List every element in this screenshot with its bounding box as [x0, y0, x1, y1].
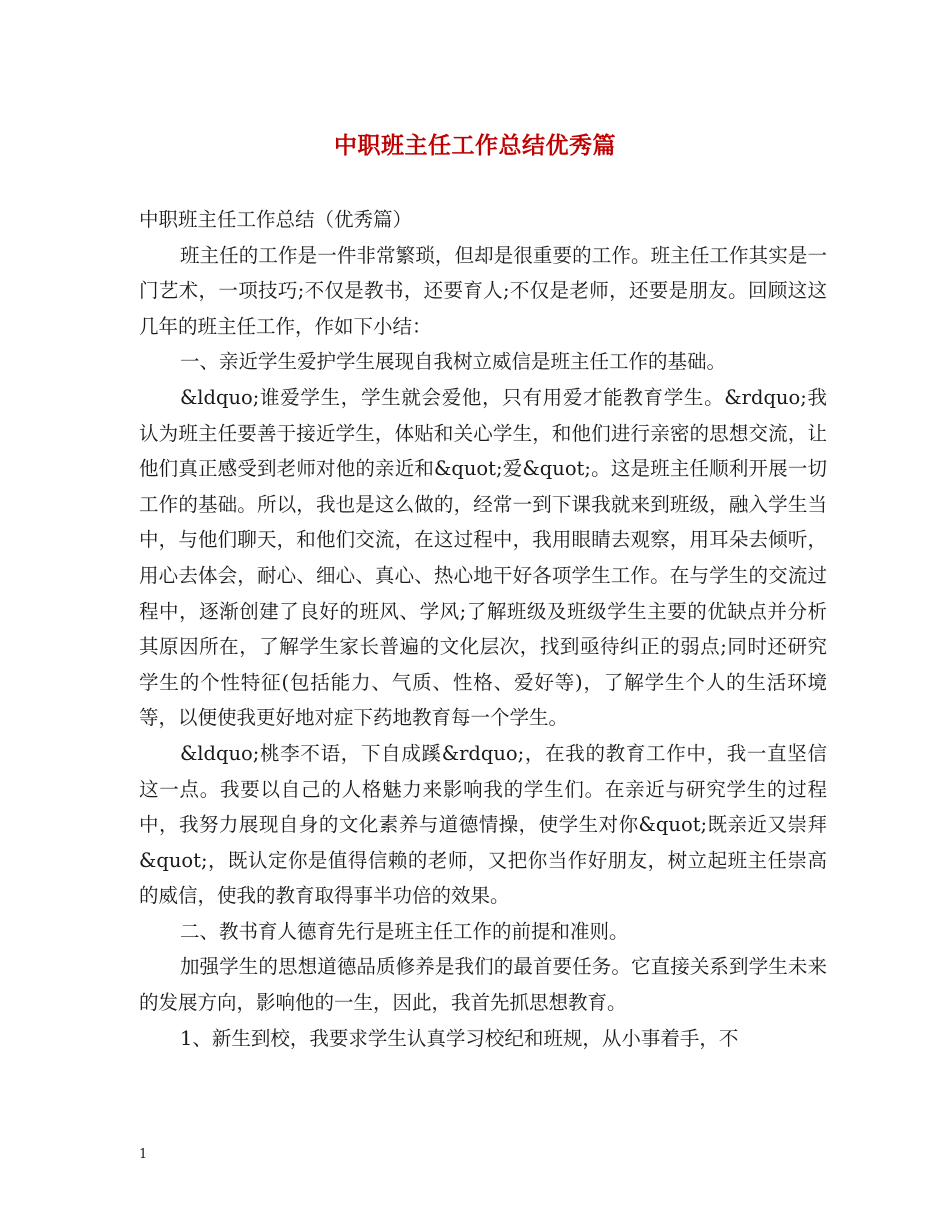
body-paragraph: 班主任的工作是一件非常繁琐，但却是很重要的工作。班主任工作其实是一门艺术，一项技巧;不仅是教书，还要育人;不仅是老师，还要是朋友。回顾这这几年的班主任工作，作如下小结： — [139, 243, 827, 338]
document-body — [139, 202, 827, 1056]
body-paragraph: 1、新生到校，我要求学生认真学习校纪和班规，从小事着手，不 — [179, 1026, 739, 1050]
page-number: 1 — [139, 1147, 148, 1162]
section-heading: 二、教书育人德育先行是班主任工作的前提和准则。 — [179, 919, 629, 943]
document-title: 中职班主任工作总结优秀篇 — [334, 133, 616, 159]
body-paragraph: &ldquo;桃李不语，下自成蹊&rdquo;，在我的教育工作中，我一直坚信这一点。我要以自己的人格魅力来影响我的学生们。在亲近与研究学生的过程中，我努力展现自身的文化素养与道德情操，使学生对你&quot;既亲近又崇拜&quot;，既认定你是值得信赖的老师，又把你当作好朋友，树立起班主任崇高的威信，使我的教育取得事半功倍的效果。 — [139, 741, 827, 908]
subtitle-paragraph: 中职班主任工作总结（优秀篇） — [139, 208, 413, 231]
section-heading: 一、亲近学生爱护学生展现自我树立威信是班主任工作的基础。 — [179, 350, 726, 374]
body-paragraph: 加强学生的思想道德品质修养是我们的最首要任务。它直接关系到学生未来的发展方向，影响他的一生，因此，我首先抓思想教育。 — [139, 955, 827, 1015]
body-paragraph: &ldquo;谁爱学生，学生就会爱他，只有用爱才能教育学生。&rdquo;我认为班主任要善于接近学生，体贴和关心学生，和他们进行亲密的思想交流，让他们真正感受到老师对他的亲近和&quot;爱&quot;。这是班主任顺利开展一切工作的基础。所以，我也是这么做的，经常一到下课我就来到班级，融入学生当中，与他们聊天，和他们交流，在这过程中，我用眼睛去观察，用耳朵去倾听，用心去体会，耐心、细心、真心、热心地干好各项学生工作。在与学生的交流过程中，逐渐创建了良好的班风、学风;了解班级及班级学生主要的优缺点并分析其原因所在，了解学生家长普遍的文化层次，找到亟待纠正的弱点;同时还研究学生的个性特征(包括能力、气质、性格、爱好等)，了解学生个人的生活环境等，以便使我更好地对症下药地教育每一个学生。 — [139, 385, 827, 730]
